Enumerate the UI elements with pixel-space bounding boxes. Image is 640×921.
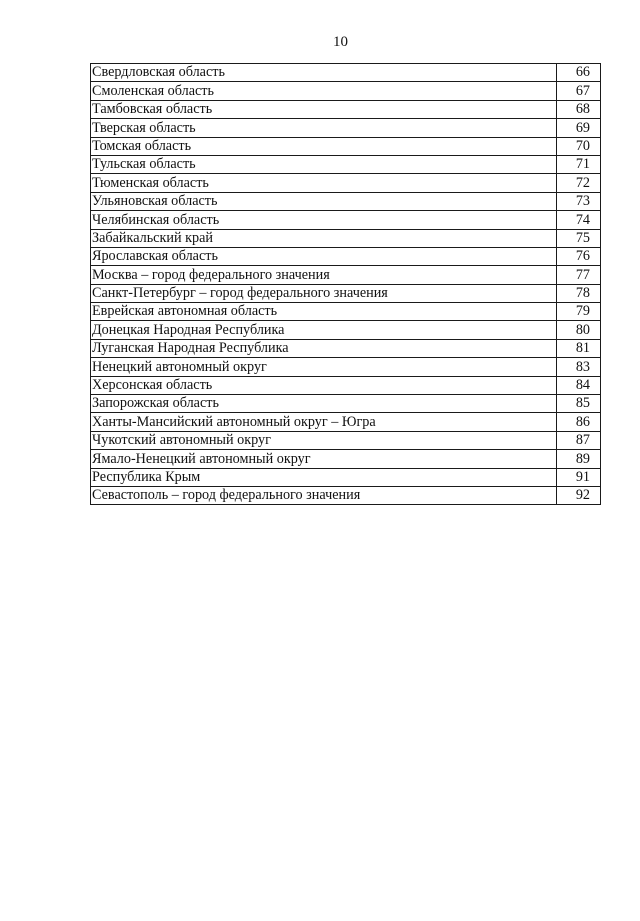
region-name-cell: Севастополь – город федерального значения — [91, 486, 557, 504]
region-code-cell: 71 — [557, 155, 601, 173]
table-row — [91, 431, 601, 449]
table-row — [91, 358, 601, 376]
region-code-cell: 67 — [557, 82, 601, 100]
region-name-cell: Ненецкий автономный округ — [91, 358, 557, 376]
region-name-cell: Тверская область — [91, 119, 557, 137]
table-row — [91, 119, 601, 137]
region-name-cell: Луганская Народная Республика — [91, 339, 557, 357]
region-name-cell: Республика Крым — [91, 468, 557, 486]
table-row — [91, 303, 601, 321]
region-name-cell: Ульяновская область — [91, 192, 557, 210]
region-code-cell: 74 — [557, 211, 601, 229]
region-name-cell: Москва – город федерального значения — [91, 266, 557, 284]
region-name-cell: Ярославская область — [91, 247, 557, 265]
region-code-cell: 69 — [557, 119, 601, 137]
region-code-cell: 92 — [557, 486, 601, 504]
region-code-cell: 68 — [557, 100, 601, 118]
region-name-cell: Ханты-Мансийский автономный округ – Югра — [91, 413, 557, 431]
region-code-cell: 81 — [557, 339, 601, 357]
region-name-cell: Чукотский автономный округ — [91, 431, 557, 449]
table-row — [91, 395, 601, 413]
region-name-cell: Тамбовская область — [91, 100, 557, 118]
table-row — [91, 192, 601, 210]
table-row — [91, 284, 601, 302]
region-name-cell: Забайкальский край — [91, 229, 557, 247]
region-code-cell: 75 — [557, 229, 601, 247]
region-code-cell: 79 — [557, 303, 601, 321]
table-row — [91, 468, 601, 486]
table-row — [91, 137, 601, 155]
table-row — [91, 155, 601, 173]
region-name-cell: Челябинская область — [91, 211, 557, 229]
region-code-cell: 86 — [557, 413, 601, 431]
region-code-cell: 85 — [557, 395, 601, 413]
region-code-cell: 73 — [557, 192, 601, 210]
region-name-cell: Херсонская область — [91, 376, 557, 394]
region-code-cell: 87 — [557, 431, 601, 449]
regions-table — [90, 63, 601, 505]
regions-table-body — [91, 64, 601, 505]
region-code-cell: 91 — [557, 468, 601, 486]
region-code-cell: 77 — [557, 266, 601, 284]
region-code-cell: 70 — [557, 137, 601, 155]
table-row — [91, 321, 601, 339]
table-row — [91, 229, 601, 247]
table-row — [91, 64, 601, 82]
region-code-cell: 80 — [557, 321, 601, 339]
region-name-cell: Смоленская область — [91, 82, 557, 100]
table-row — [91, 247, 601, 265]
region-code-cell: 66 — [557, 64, 601, 82]
region-code-cell: 76 — [557, 247, 601, 265]
region-name-cell: Донецкая Народная Республика — [91, 321, 557, 339]
region-code-cell: 72 — [557, 174, 601, 192]
table-row — [91, 266, 601, 284]
table-row — [91, 211, 601, 229]
region-code-cell: 78 — [557, 284, 601, 302]
page-number: 10 — [333, 34, 348, 50]
region-code-cell: 89 — [557, 450, 601, 468]
region-name-cell: Свердловская область — [91, 64, 557, 82]
region-name-cell: Санкт-Петербург – город федерального значения — [91, 284, 557, 302]
table-row — [91, 413, 601, 431]
table-row — [91, 100, 601, 118]
table-row — [91, 82, 601, 100]
region-name-cell: Тульская область — [91, 155, 557, 173]
table-row — [91, 376, 601, 394]
table-row — [91, 339, 601, 357]
table-row — [91, 174, 601, 192]
region-name-cell: Ямало-Ненецкий автономный округ — [91, 450, 557, 468]
table-row — [91, 450, 601, 468]
table-row — [91, 486, 601, 504]
region-name-cell: Еврейская автономная область — [91, 303, 557, 321]
region-code-cell: 84 — [557, 376, 601, 394]
region-code-cell: 83 — [557, 358, 601, 376]
region-name-cell: Запорожская область — [91, 395, 557, 413]
region-name-cell: Томская область — [91, 137, 557, 155]
region-name-cell: Тюменская область — [91, 174, 557, 192]
